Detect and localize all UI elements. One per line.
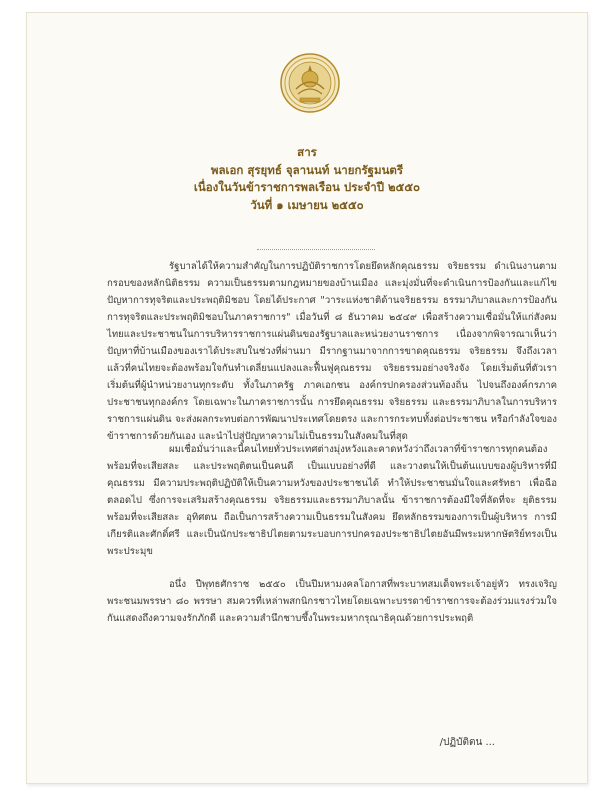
government-seal-icon (280, 53, 340, 113)
occasion-line: เนื่องในวันข้าราชการพลเรือน ประจำปี ๒๕๕๐ (193, 180, 421, 194)
body-paragraph-3 (107, 576, 557, 627)
paragraph-3-text: อนึ่ง ปีพุทธศักราช ๒๕๕๐ เป็นปีมหามงคลโอกาสที่พระบาทสมเด็จพระเจ้าอยู่หัว ทรงเจริญพระชนมพรรษา ๘๐ พรรษา สมควรที่เหล่าพสกนิกรชาวไทยโดยเฉพาะบรรดาข้าราชการจะต้องร่วมแรงร่วมใจกันแสดงถึงความจงรักภักดี และความสำนึกชาบซึ้งในพระมหากรุณาธิคุณด้วยการประพฤติ (107, 579, 557, 624)
date-line: วันที่ ๑ เมษายน ๒๕๕๐ (250, 198, 364, 212)
body-paragraph-1 (107, 258, 557, 445)
continuation-marker: /ปฏิบัติตน ... (439, 737, 495, 748)
paragraph-1-text: รัฐบาลได้ให้ความสำคัญในการปฏิบัติราชการโดยยึดหลักคุณธรรม จริยธรรม ดำเนินงานตามกรอบของหลักนิติธรรม ความเป็นธรรมตามกฎหมายของบ้านเมือง และมุ่งมั่นที่จะดำเนินการป้องกันและแก้ไขปัญหาการทุจริตและประพฤติมิชอบ โดยได้ประกาศ "วาระแห่งชาติด้านจริยธรรม ธรรมาภิบาลและการป้องกันการทุจริตและประพฤติมิชอบในภาคราชการ" เมื่อวันที่ ๘ ธันวาคม ๒๕๔๙ เพื่อสร้างความเชื่อมั่นให้แก่สังคมไทยและประชาชนในการบริหารราชการแผ่นดินของรัฐบาลและหน่วยงานราชการ เนื่องจากพิจารณาเห็นว่าปัญหาที่บ้านเมืองของเราได้ประสบในช่วงที่ผ่านมา มีรากฐานมาจากการขาดคุณธรรม จริยธรรม จึงถึงเวลาแล้วที่คนไทยจะต้องพร้อมใจกันทำเดลี่ยนแปลงและฟื้นฟูคุณธรรม จริยธรรมอย่างจริงจัง โดยเริ่มต้นที่ตัวเรา เริ่มต้นที่ผู้นำหน่วยงานทุกระดับ ทั้งในภาครัฐ ภาคเอกชน องค์กรปกครองส่วนท้องถิ่น ไปจนถึงองค์กรภาคประชาชนทุกองค์กร โดยเฉพาะในภาคราชการนั้น การยึดคุณธรรม จริยธรรม และธรรมาภิบาลในการบริหารราชการแผ่นดิน จะส่งผลกระทบต่อการพัฒนาประเทศโดยตรง และการกระทบทั้งต่อประชาชน หรือกำลังใจของข้าราชการด้วยกันเอง และนำไปสู่ปัญหาความไม่เป็นธรรมในสังคมในที่สุด (107, 261, 557, 442)
author-line: พลเอก สุรยุทธ์ จุลานนท์ นายกรัฐมนตรี (210, 163, 404, 177)
document-title: สาร (297, 145, 317, 159)
document-page (26, 12, 588, 784)
paragraph-2-text: ผมเชื่อมั่นว่าและนี้คนไทยทั่วประเทศต่างมุ่งหวังและคาดหวังว่าถึงเวลาที่ข้าราชการทุกคนต้องพร้อมที่จะเสียสละ และประพฤติตนเป็นคนดี เป็นแบบอย่างที่ดี และวางตนให้เป็นต้นแบบของผู้บริหารที่มีคุณธรรม มีความประพฤติปฏิบัติให้เป็นความหวังของประชาชนได้ ทำให้ประชาชนมั่นใจและศรัทธา เพื่อฉือตลอดไป ซึ่งการจะเสริมสร้างคุณธรรม จริยธรรมและธรรมาภิบาลนั้น ข้าราชการต้องมีใจที่ลัดที่จะ ยุติธรรม พร้อมที่จะเสียสละ อุทิศตน ถือเป็นการสร้างความเป็นธรรมในสังคม ยึดหลักธรรมของการเป็นผู้บริหาร การมีเกียรติและศักดิ์ศรี และเป็นนักประชาธิปไตยตามระบอบการปกครองประชาธิปไตยอันมีพระมหากษัตริย์ทรงเป็นพระประมุข (107, 444, 557, 557)
dotted-divider (257, 249, 375, 250)
body-paragraph-2 (107, 441, 557, 560)
